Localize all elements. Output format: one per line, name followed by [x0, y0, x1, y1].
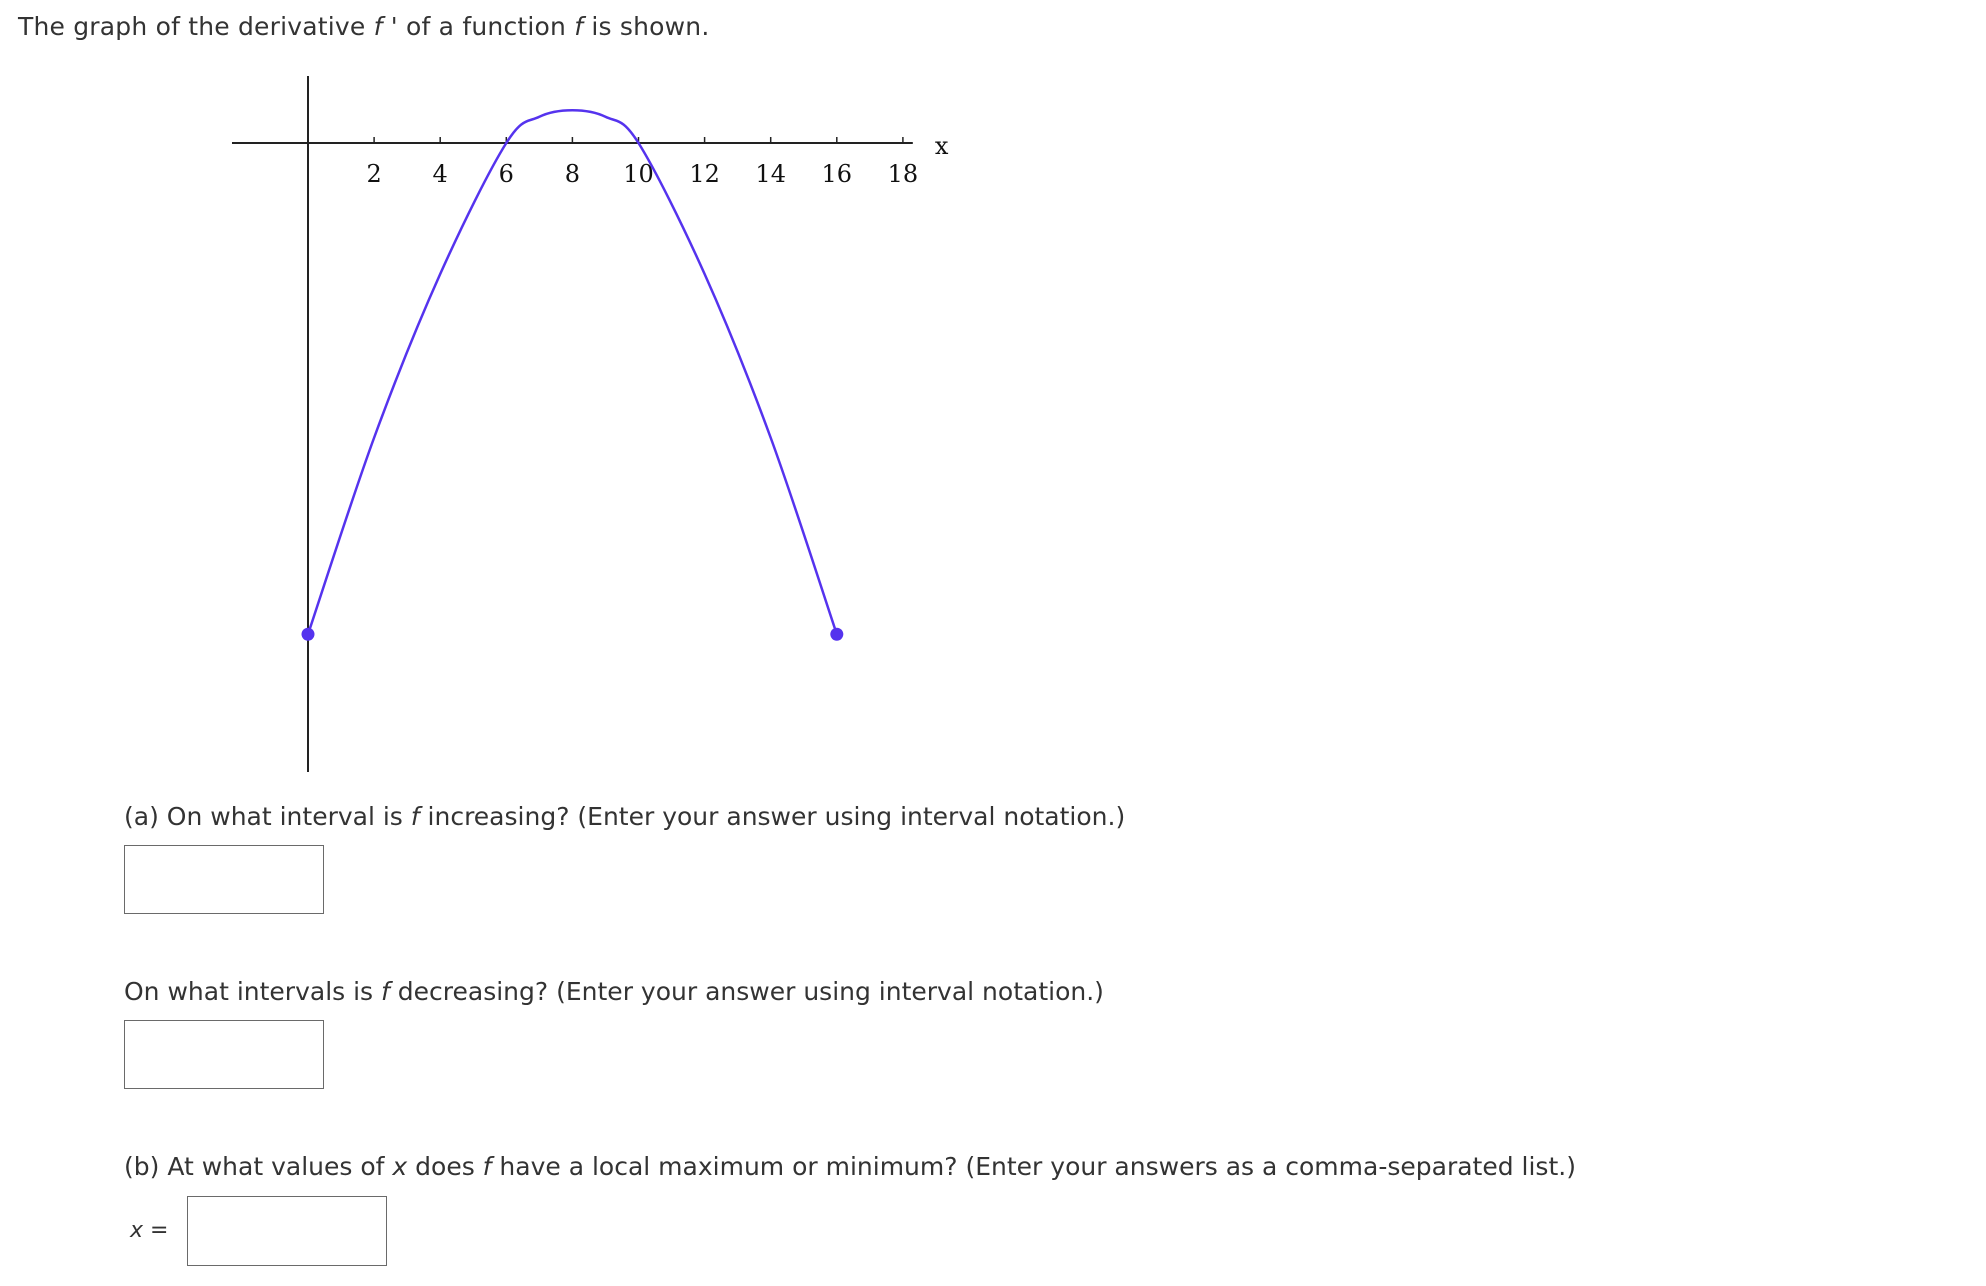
x-tick-label-8: 8 — [564, 160, 581, 188]
graph-tick-labels — [366, 160, 918, 188]
question-a2-f: f — [381, 977, 390, 1006]
graph-curve-layer — [308, 110, 837, 634]
intro-fprime: f ' — [373, 12, 398, 41]
x-axis-label: x — [934, 132, 949, 160]
x-tick-label-6: 6 — [498, 160, 514, 188]
question-b-text: (b) At what values of — [124, 1152, 393, 1181]
intro-text-end: is shown. — [583, 12, 710, 41]
increasing-interval-input[interactable] — [124, 845, 324, 914]
question-b-extrema — [124, 1152, 1576, 1181]
intro-f: f — [574, 12, 584, 41]
question-b-f: f — [482, 1152, 492, 1181]
question-a2-text-rest: decreasing? (Enter your answer using interval notation.) — [389, 977, 1104, 1006]
question-a2-text: On what intervals is — [124, 977, 382, 1006]
x-equals-sign: = — [143, 1218, 169, 1243]
derivative-curve — [308, 110, 837, 634]
left-endpoint-dot — [302, 628, 315, 641]
question-a-decreasing — [124, 977, 1104, 1006]
graph-endpoints — [302, 628, 844, 641]
question-b-text-rest: have a local maximum or minimum? (Enter your answers as a comma-separated list.) — [491, 1152, 1576, 1181]
question-b-text-mid: does — [407, 1152, 483, 1181]
question-b-x: x — [392, 1152, 408, 1181]
x-tick-label-4: 4 — [432, 160, 448, 188]
x-tick-label-2: 2 — [366, 160, 382, 188]
x-tick-label-18: 18 — [887, 160, 919, 188]
x-equals-var: x — [130, 1218, 144, 1243]
question-a-increasing — [124, 802, 1125, 831]
intro-text-middle: of a function — [397, 12, 575, 41]
right-endpoint-dot — [830, 628, 843, 641]
decreasing-intervals-input[interactable] — [124, 1020, 324, 1089]
x-tick-label-12: 12 — [689, 160, 720, 188]
intro-text: The graph of the derivative — [18, 12, 374, 41]
extrema-values-input[interactable] — [187, 1196, 387, 1266]
x-equals-label — [130, 1218, 168, 1243]
x-tick-label-14: 14 — [755, 160, 786, 188]
question-a-text-rest: increasing? (Enter your answer using interval notation.) — [419, 802, 1126, 831]
question-a-f: f — [410, 802, 420, 831]
x-tick-label-16: 16 — [821, 160, 853, 188]
x-tick-label-10: 10 — [623, 160, 654, 188]
question-a-text: (a) On what interval is — [124, 802, 411, 831]
